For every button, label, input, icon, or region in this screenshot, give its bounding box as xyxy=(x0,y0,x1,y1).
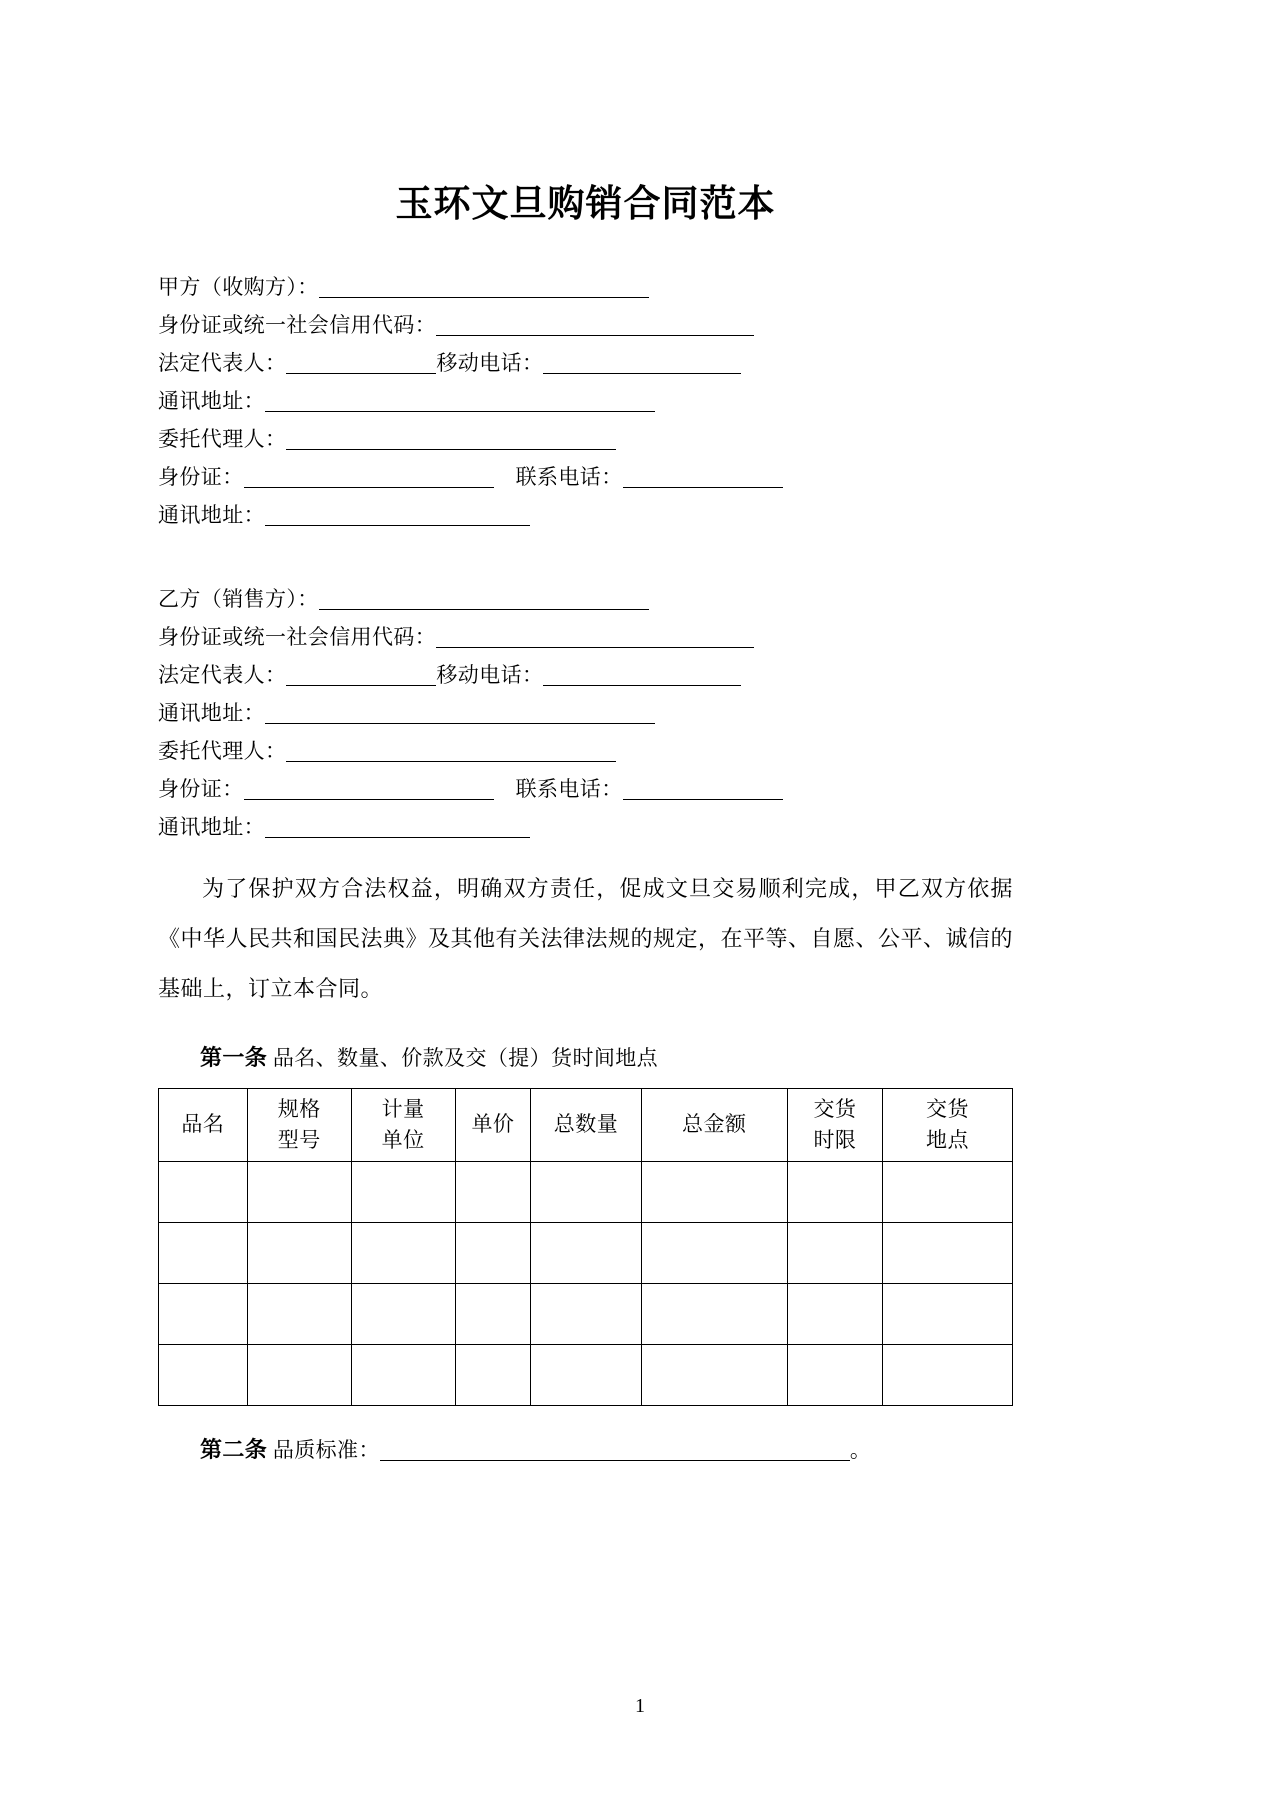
table-cell[interactable] xyxy=(247,1161,351,1222)
label-party-a: 甲方（收购方）： xyxy=(158,274,319,299)
label-party-a-mobile: 移动电话： xyxy=(436,350,544,375)
table-cell[interactable] xyxy=(787,1283,882,1344)
field-party-a-legal-rep xyxy=(158,344,1013,382)
header-text-line1: 品名 xyxy=(181,1112,225,1137)
table-header-cell-zongshuliang xyxy=(531,1088,641,1161)
table-cell[interactable] xyxy=(641,1283,787,1344)
header-text-line2: 单位 xyxy=(381,1127,425,1152)
article-2-number: 第二条 xyxy=(200,1436,268,1462)
field-party-a-agent xyxy=(158,420,1013,458)
field-party-a-address xyxy=(158,382,1013,420)
field-party-b-address xyxy=(158,694,1013,732)
article-1-number: 第一条 xyxy=(200,1044,268,1070)
header-text-line1: 单价 xyxy=(471,1112,515,1137)
header-text-line2: 地点 xyxy=(926,1127,970,1152)
label-party-b-legal-rep: 法定代表人： xyxy=(158,662,287,687)
header-text-line1: 交货 xyxy=(926,1096,970,1121)
table-cell[interactable] xyxy=(159,1344,248,1405)
blank-party-a-mobile[interactable] xyxy=(543,353,741,374)
label-party-b-agent: 委托代理人： xyxy=(158,738,287,763)
blank-party-a-id-card[interactable] xyxy=(244,467,494,488)
header-text-line1: 计量 xyxy=(381,1096,425,1121)
table-cell[interactable] xyxy=(531,1161,641,1222)
table-cell[interactable] xyxy=(159,1222,248,1283)
field-party-b-agent-address xyxy=(158,808,1013,846)
label-party-a-address: 通讯地址： xyxy=(158,388,265,413)
blank-party-b-mobile[interactable] xyxy=(543,665,741,686)
document-content xyxy=(158,0,1013,1472)
label-party-b: 乙方（销售方）： xyxy=(158,586,319,611)
table-cell[interactable] xyxy=(351,1283,455,1344)
table-header-cell-jiaohuo-shixian xyxy=(787,1088,882,1161)
preamble-paragraph: 为了保护双方合法权益，明确双方责任，促成文旦交易顺利完成，甲乙双方依据《中华人民共和国民法典》及其他有关法律法规的规定，在平等、自愿、公平、诚信的基础上，订立本合同。 xyxy=(158,875,1014,1001)
header-text-line2: 时限 xyxy=(813,1127,857,1152)
blank-party-a-address[interactable] xyxy=(265,391,655,412)
table-cell[interactable] xyxy=(247,1283,351,1344)
table-header-row xyxy=(159,1088,1013,1161)
page-number: 1 xyxy=(635,1695,645,1717)
party-separator xyxy=(158,534,1013,580)
table-cell[interactable] xyxy=(641,1222,787,1283)
field-party-b-legal-rep xyxy=(158,656,1013,694)
blank-party-a-agent[interactable] xyxy=(286,429,616,450)
label-party-b-agent-address: 通讯地址： xyxy=(158,814,265,839)
table-cell[interactable] xyxy=(351,1344,455,1405)
label-party-a-agent-address: 通讯地址： xyxy=(158,502,265,527)
goods-table xyxy=(158,1088,1013,1406)
field-party-b-agent xyxy=(158,732,1013,770)
field-party-a-id-card xyxy=(158,458,1013,496)
label-party-a-contact-phone: 联系电话： xyxy=(515,464,623,489)
label-party-a-id-card: 身份证： xyxy=(158,464,244,489)
table-cell[interactable] xyxy=(641,1161,787,1222)
table-row xyxy=(159,1161,1013,1222)
table-cell[interactable] xyxy=(787,1161,882,1222)
goods-table-header xyxy=(159,1088,1013,1161)
table-header-cell-pinming xyxy=(159,1088,248,1161)
label-party-b-credit-code: 身份证或统一社会信用代码： xyxy=(158,624,437,649)
table-cell[interactable] xyxy=(247,1344,351,1405)
field-party-b-credit-code xyxy=(158,618,1013,656)
table-row xyxy=(159,1222,1013,1283)
blank-party-b-contact-phone[interactable] xyxy=(623,779,783,800)
field-party-a-agent-address xyxy=(158,496,1013,534)
table-header-cell-zongjine xyxy=(641,1088,787,1161)
table-cell[interactable] xyxy=(531,1283,641,1344)
table-row xyxy=(159,1283,1013,1344)
table-cell[interactable] xyxy=(351,1222,455,1283)
blank-party-b-credit-code[interactable] xyxy=(436,627,754,648)
table-header-cell-jiliang-danwei xyxy=(351,1088,455,1161)
blank-quality-standard[interactable] xyxy=(380,1440,850,1461)
label-party-b-mobile: 移动电话： xyxy=(436,662,544,687)
label-party-a-credit-code: 身份证或统一社会信用代码： xyxy=(158,312,437,337)
table-cell[interactable] xyxy=(159,1283,248,1344)
party-a-block xyxy=(158,268,1013,534)
table-row xyxy=(159,1344,1013,1405)
header-text-line1: 总金额 xyxy=(682,1112,747,1137)
table-cell[interactable] xyxy=(159,1161,248,1222)
party-b-block xyxy=(158,580,1013,846)
field-party-a-name xyxy=(158,268,1013,306)
article-2-trailing-punctuation: 。 xyxy=(849,1437,872,1462)
header-text-line2: 型号 xyxy=(277,1127,321,1152)
table-cell[interactable] xyxy=(641,1344,787,1405)
label-party-b-contact-phone: 联系电话： xyxy=(515,776,623,801)
blank-party-b-agent-address[interactable] xyxy=(265,817,530,838)
table-cell[interactable] xyxy=(455,1283,531,1344)
label-party-b-id-card: 身份证： xyxy=(158,776,244,801)
table-cell[interactable] xyxy=(455,1222,531,1283)
table-cell[interactable] xyxy=(883,1344,1013,1405)
table-cell[interactable] xyxy=(531,1222,641,1283)
blank-party-b-legal-rep[interactable] xyxy=(286,665,436,686)
article-1-title: 品名、数量、价款及交（提）货时间地点 xyxy=(272,1045,659,1070)
blank-party-b-name[interactable] xyxy=(319,589,649,610)
field-party-b-name xyxy=(158,580,1013,618)
blank-party-a-contact-phone[interactable] xyxy=(623,467,783,488)
table-cell[interactable] xyxy=(883,1283,1013,1344)
field-party-b-id-card xyxy=(158,770,1013,808)
table-cell[interactable] xyxy=(351,1161,455,1222)
blank-party-b-address[interactable] xyxy=(265,703,655,724)
blank-party-b-agent[interactable] xyxy=(286,741,616,762)
table-cell[interactable] xyxy=(531,1344,641,1405)
blank-party-a-name[interactable] xyxy=(319,277,649,298)
table-header-cell-jiaohuo-didian xyxy=(883,1088,1013,1161)
field-party-a-credit-code xyxy=(158,306,1013,344)
label-party-a-legal-rep: 法定代表人： xyxy=(158,350,287,375)
blank-party-a-credit-code[interactable] xyxy=(436,315,754,336)
table-header-cell-guige-xinghao xyxy=(247,1088,351,1161)
header-text-line1: 规格 xyxy=(277,1096,321,1121)
table-cell[interactable] xyxy=(455,1344,531,1405)
table-cell[interactable] xyxy=(883,1161,1013,1222)
label-party-a-agent: 委托代理人： xyxy=(158,426,287,451)
blank-party-a-legal-rep[interactable] xyxy=(286,353,436,374)
goods-table-body xyxy=(159,1161,1013,1405)
label-party-b-address: 通讯地址： xyxy=(158,700,265,725)
header-text-line1: 总数量 xyxy=(553,1112,619,1137)
page-title: 玉环文旦购销合同范本 xyxy=(395,184,776,225)
table-cell[interactable] xyxy=(787,1344,882,1405)
blank-party-a-agent-address[interactable] xyxy=(265,505,530,526)
table-header-cell-danjia xyxy=(455,1088,531,1161)
table-cell[interactable] xyxy=(883,1222,1013,1283)
header-text-line1: 交货 xyxy=(813,1096,857,1121)
table-cell[interactable] xyxy=(455,1161,531,1222)
table-cell[interactable] xyxy=(247,1222,351,1283)
article-2-title: 品质标准： xyxy=(272,1437,380,1462)
table-cell[interactable] xyxy=(787,1222,882,1283)
article-2-heading xyxy=(158,1428,1013,1472)
blank-party-b-id-card[interactable] xyxy=(244,779,494,800)
article-1-heading xyxy=(158,1036,1013,1080)
